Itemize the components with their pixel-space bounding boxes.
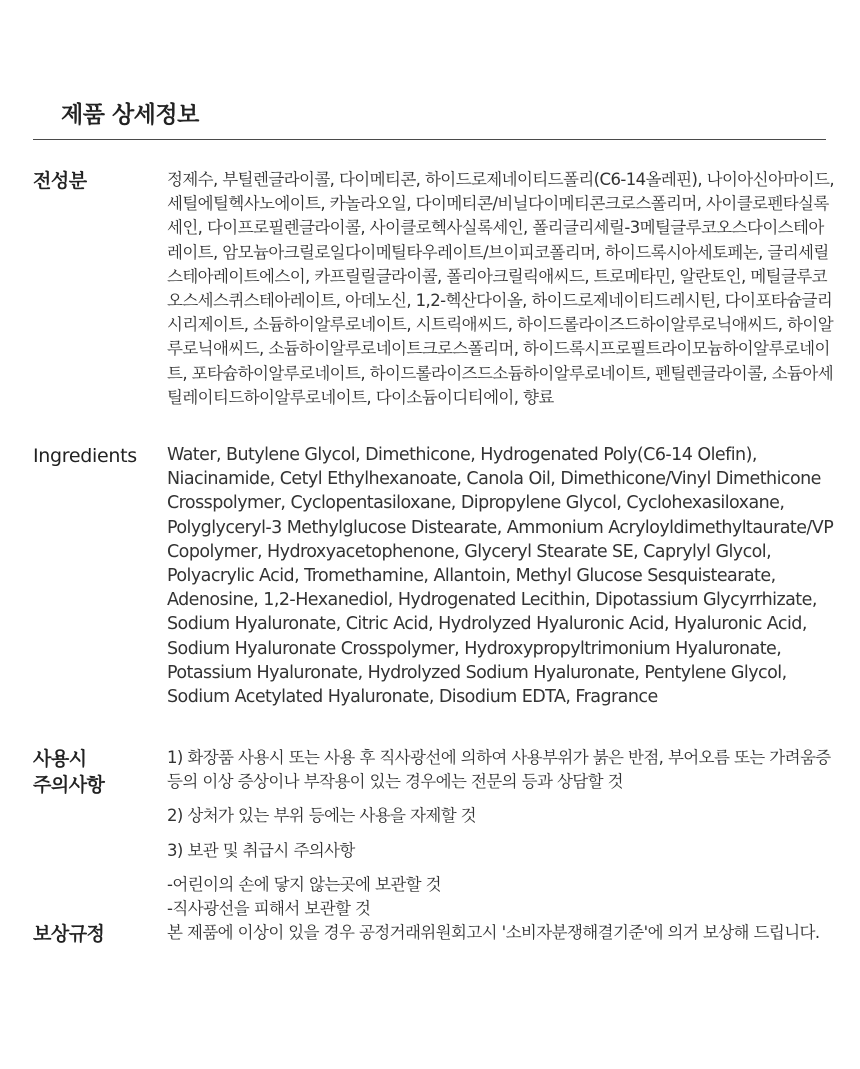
section-text: 정제수, 부틸렌글라이콜, 다이메티콘, 하이드로제네이티드폴리(C6-14올레핀), 나이아신아마이드, 세틸에틸헥사노에이트, 카놀라오일, 다이메티콘/비닐다이메티콘크로스폴리머, 사이클로펜타실록세인, 다이프로필렌글라이콜, 사이클로헥사실록세인, 폴리글리세릴-3메틸글루코오스다이스테아레이트, 암모늄아크릴로일다이메틸타우레이트/브이피코폴리머, 하이드록시아세토페논, 글리세릴스테아레이트에스이, 카프릴릴글라이콜, 폴리아크릴릭애씨드, 트로메타민, 알란토인, 메틸글루코오스세스퀴스테아레이트, 아데노신, 1,2-헥산다이올, 하이드로제네이티드레시틴, 다이포타슘글리시리제이트, 소듐하이알루로네이트, 시트릭애씨드, 하이드롤라이즈드하이알루로닉애씨드, 하이알루로닉애씨드, 소듐하이알루로네이트크로스폴리머, 하이드록시프로필트라이모늄하이알루로네이트, 포타슘하이알루로네이트, 하이드롤라이즈드소듐하이알루로네이트, 펜틸렌글라이콜, 소듐아세틸레이티드하이알루로네이트, 다이소듐이디티에이, 향료	[167, 170, 834, 407]
section-label: 보상규정	[33, 923, 105, 945]
precaution-item: -직사광선을 피해서 보관할 것	[167, 899, 371, 919]
precaution-item: -어린이의 손에 닿지 않는곳에 보관할 것	[167, 874, 442, 894]
section-text: Water, Butylene Glycol, Dimethicone, Hydrogenated Poly(C6-14 Olefin), Niacinamide, Cetyl Ethylhexanoate, Canola Oil, Dimethicone/Vinyl Dimethicone Crosspolymer, Cyclopentasiloxane, Dipropylene Glycol, Cyclohexasiloxane, Polyglyceryl-3 Methylglucose Distearate, Ammonium Acryloyldimethyltaurate/VP Copolymer, Hydroxyacetophenone, Glyceryl Stearate SE, Caprylyl Glycol, Polyacrylic Acid, Tromethamine, Allantoin, Methyl Glucose Sesquistearate, Adenosine, 1,2-Hexanediol, Hydrogenated Lecithin, Dipotassium Glycyrrhizate, Sodium Hyaluronate, Citric Acid, Hydrolyzed Hyaluronic Acid, Hyaluronic Acid, Sodium Hyaluronate Crosspolymer, Hydroxypropyltrimonium Hyaluronate, Potassium Hyaluronate, Hydrolyzed Sodium Hyaluronate, Pentylene Glycol, Sodium Acetylated Hyaluronate, Disodium EDTA, Fragrance	[167, 445, 834, 708]
section-label: 전성분	[33, 170, 87, 192]
precaution-item: 3) 보관 및 취급시 주의사항	[167, 840, 355, 860]
section-precautions	[33, 746, 838, 921]
section-ingredients-en	[33, 443, 838, 709]
page-title: 제품 상세정보	[61, 102, 199, 128]
section-list	[167, 746, 835, 921]
section-label: 사용시 주의사항	[33, 748, 105, 796]
section-compensation	[33, 921, 838, 947]
precaution-item: 2) 상처가 있는 부위 등에는 사용을 자제할 것	[167, 806, 477, 826]
section-ingredients-ko	[33, 168, 838, 410]
section-label: Ingredients	[33, 445, 137, 467]
title-divider	[33, 139, 826, 140]
precaution-item: 1) 화장품 사용시 또는 사용 후 직사광선에 의하여 사용부위가 붉은 반점, 부어오름 또는 가려움증 등의 이상 증상이나 부작용이 있는 경우에는 전문의 등과 상담할 것	[167, 748, 831, 792]
section-text: 본 제품에 이상이 있을 경우 공정거래위원회고시 '소비자분쟁해결기준'에 의거 보상해 드립니다.	[167, 923, 820, 942]
